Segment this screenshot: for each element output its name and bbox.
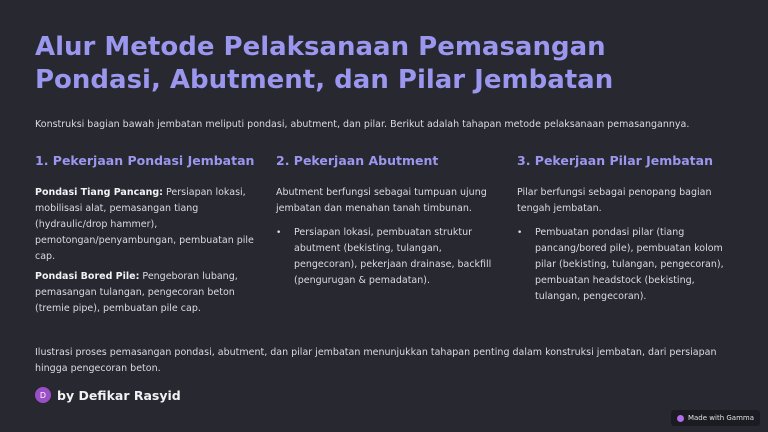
pondasi-item-bored-pile bbox=[35, 269, 267, 317]
item-label: Pondasi Tiang Pancang: bbox=[35, 187, 163, 198]
column-pilar bbox=[517, 152, 739, 305]
column-abutment bbox=[276, 152, 496, 289]
author-name: by Defikar Rasyid bbox=[57, 387, 181, 403]
bullet-icon: • bbox=[517, 228, 523, 238]
abutment-bullet-list bbox=[276, 225, 496, 289]
bullet-icon: • bbox=[276, 228, 282, 238]
column-heading-abutment: 2. Pekerjaan Abutment bbox=[276, 153, 439, 168]
item-text: Pengeboran lubang, pemasangan tulangan, pengecoran beton (tremie pipe), pembuatan pile cap. bbox=[35, 271, 238, 314]
avatar[interactable]: D bbox=[35, 387, 51, 403]
list-item bbox=[276, 225, 496, 289]
pilar-bullet-list bbox=[517, 225, 739, 305]
pondasi-item-tiang-pancang bbox=[35, 185, 267, 265]
column-heading-pilar: 3. Pekerjaan Pilar Jembatan bbox=[517, 153, 713, 168]
gamma-logo-icon bbox=[677, 415, 684, 422]
list-item-text: Pembuatan pondasi pilar (tiang pancang/bored pile), pembuatan kolom pilar (bekisting, tulangan, pengecoran), pembuatan headstock (bekisting, tulangan, pengecoran). bbox=[535, 227, 724, 302]
footer-caption: Ilustrasi proses pemasangan pondasi, abutment, dan pilar jembatan menunjukkan tahapan penting dalam konstruksi jembatan, dari persiapan hingga pengecoran beton. bbox=[35, 347, 717, 374]
intro-text: Konstruksi bagian bawah jembatan meliputi pondasi, abutment, dan pilar. Berikut adalah tahapan metode pelaksanaan pemasangannya. bbox=[35, 119, 690, 130]
item-text: Persiapan lokasi, mobilisasi alat, pemasangan tiang (hydraulic/drop hammer), pemotongan/penyambungan, pembuatan pile cap. bbox=[35, 187, 254, 262]
list-item-text: Persiapan lokasi, pembuatan struktur abutment (bekisting, tulangan, pengecoran), pekerjaan drainase, backfill (pengurugan & pemadatan). bbox=[294, 227, 492, 286]
item-label: Pondasi Bored Pile: bbox=[35, 271, 140, 282]
page-title: Alur Metode Pelaksanaan Pemasangan Pondasi, Abutment, dan Pilar Jembatan bbox=[35, 32, 614, 95]
abutment-description: Abutment berfungsi sebagai tumpuan ujung jembatan dan menahan tanah timbunan. bbox=[276, 187, 487, 214]
list-item bbox=[517, 225, 739, 305]
column-heading-pondasi: 1. Pekerjaan Pondasi Jembatan bbox=[35, 153, 255, 168]
pilar-description: Pilar berfungsi sebagai penopang bagian tengah jembatan. bbox=[517, 187, 712, 214]
column-pondasi bbox=[35, 152, 267, 321]
made-with-gamma-badge[interactable] bbox=[671, 410, 760, 426]
badge-label: Made with Gamma bbox=[687, 414, 754, 422]
author-byline[interactable] bbox=[35, 386, 181, 404]
